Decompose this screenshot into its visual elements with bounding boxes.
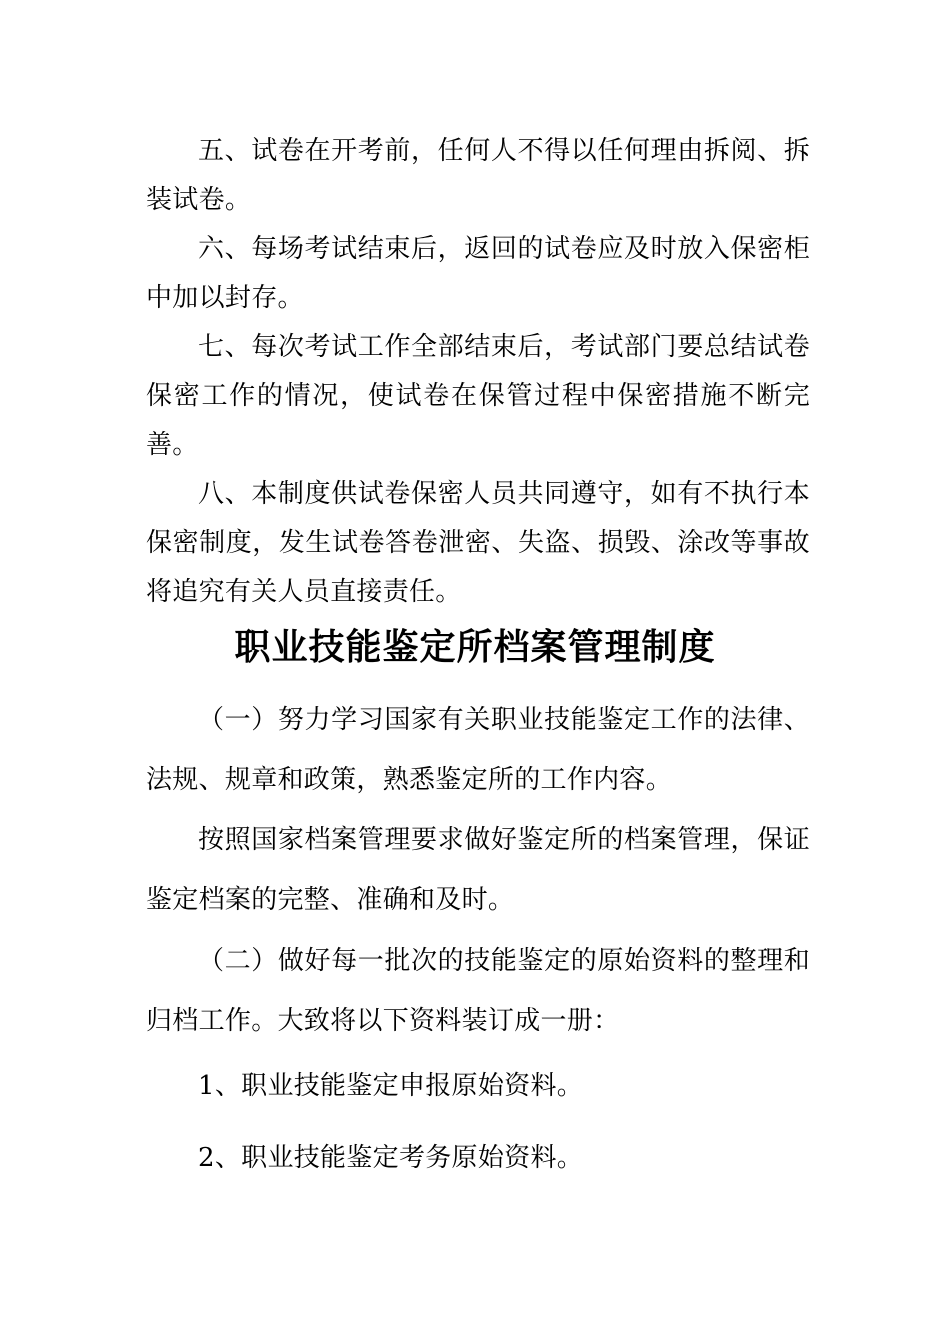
section-one-paragraph: （一）努力学习国家有关职业技能鉴定工作的法律、法规、规章和政策，熟悉鉴定所的工作内容。 [146, 705, 810, 795]
section-one-block [146, 690, 810, 810]
rule-five: 五、试卷在开考前，任何人不得以任何理由拆阅、拆装试卷。 [146, 136, 810, 215]
rule-eight: 八、本制度供试卷保密人员共同遵守，如有不执行本保密制度，发生试卷答卷泄密、失盗、损毁、涂改等事故将追究有关人员直接责任。 [146, 479, 810, 607]
list-item: 1、职业技能鉴定申报原始资料。 [198, 1071, 584, 1101]
section-two-paragraph: （二）做好每一批次的技能鉴定的原始资料的整理和归档工作。大致将以下资料装订成一册： [146, 946, 810, 1036]
section-two-block [146, 931, 810, 1051]
rule-seven: 七、每次考试工作全部结束后，考试部门要总结试卷保密工作的情况，使试卷在保管过程中保密措施不断完善。 [146, 332, 810, 460]
archive-block [146, 810, 810, 930]
confidentiality-rules-continued [146, 127, 810, 617]
list-item: 2、职业技能鉴定考务原始资料。 [198, 1143, 584, 1173]
rule-six: 六、每场考试结束后，返回的试卷应及时放入保密柜中加以封存。 [146, 234, 810, 313]
archive-paragraph: 按照国家档案管理要求做好鉴定所的档案管理，保证鉴定档案的完整、准确和及时。 [146, 825, 810, 915]
section-title: 职业技能鉴定所档案管理制度 [234, 627, 716, 668]
